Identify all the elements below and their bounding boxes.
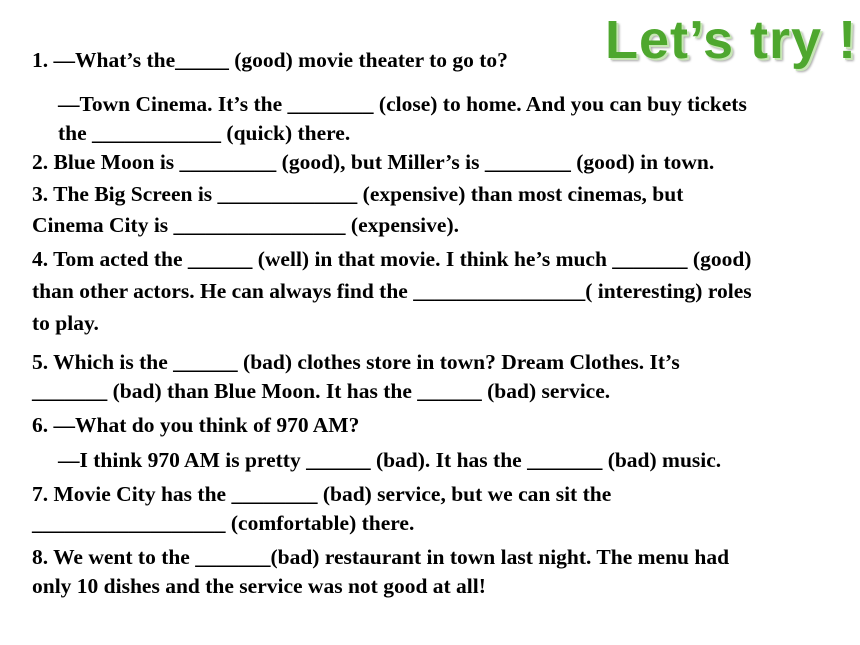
question-1-line: 1. —What’s the_____ (good) movie theater to go to? (32, 48, 508, 72)
question-4-line-3: to play. (32, 311, 99, 335)
question-6-answer-line: —I think 970 AM is pretty ______ (bad). It has the _______ (bad) music. (58, 448, 722, 472)
question-7-line-2: __________________ (comfortable) there. (32, 511, 415, 535)
question-8-line-2: only 10 dishes and the service was not good at all! (32, 574, 486, 598)
question-4-line-2: than other actors. He can always find the ________________( interesting) roles (32, 279, 752, 303)
question-3-line-1: 3. The Big Screen is _____________ (expensive) than most cinemas, but (32, 182, 684, 206)
question-4-line-1: 4. Tom acted the ______ (well) in that movie. I think he’s much _______ (good) (32, 247, 752, 271)
page-title: Let’s try ! (605, 10, 858, 70)
question-5-line-2: _______ (bad) than Blue Moon. It has the ______ (bad) service. (32, 379, 611, 403)
question-7-line-1: 7. Movie City has the ________ (bad) service, but we can sit the (32, 482, 612, 506)
question-8-line-1: 8. We went to the _______(bad) restaurant in town last night. The menu had (32, 545, 730, 569)
question-2-line: 2. Blue Moon is _________ (good), but Miller’s is ________ (good) in town. (32, 150, 715, 174)
question-3-line-2: Cinema City is ________________ (expensive). (32, 213, 459, 237)
question-6-line: 6. —What do you think of 970 AM? (32, 413, 360, 437)
question-5-line-1: 5. Which is the ______ (bad) clothes store in town? Dream Clothes. It’s (32, 350, 680, 374)
question-1-answer-line-2: the ____________ (quick) there. (58, 121, 351, 145)
question-1-answer-line-1: —Town Cinema. It’s the ________ (close) to home. And you can buy tickets (58, 92, 747, 116)
